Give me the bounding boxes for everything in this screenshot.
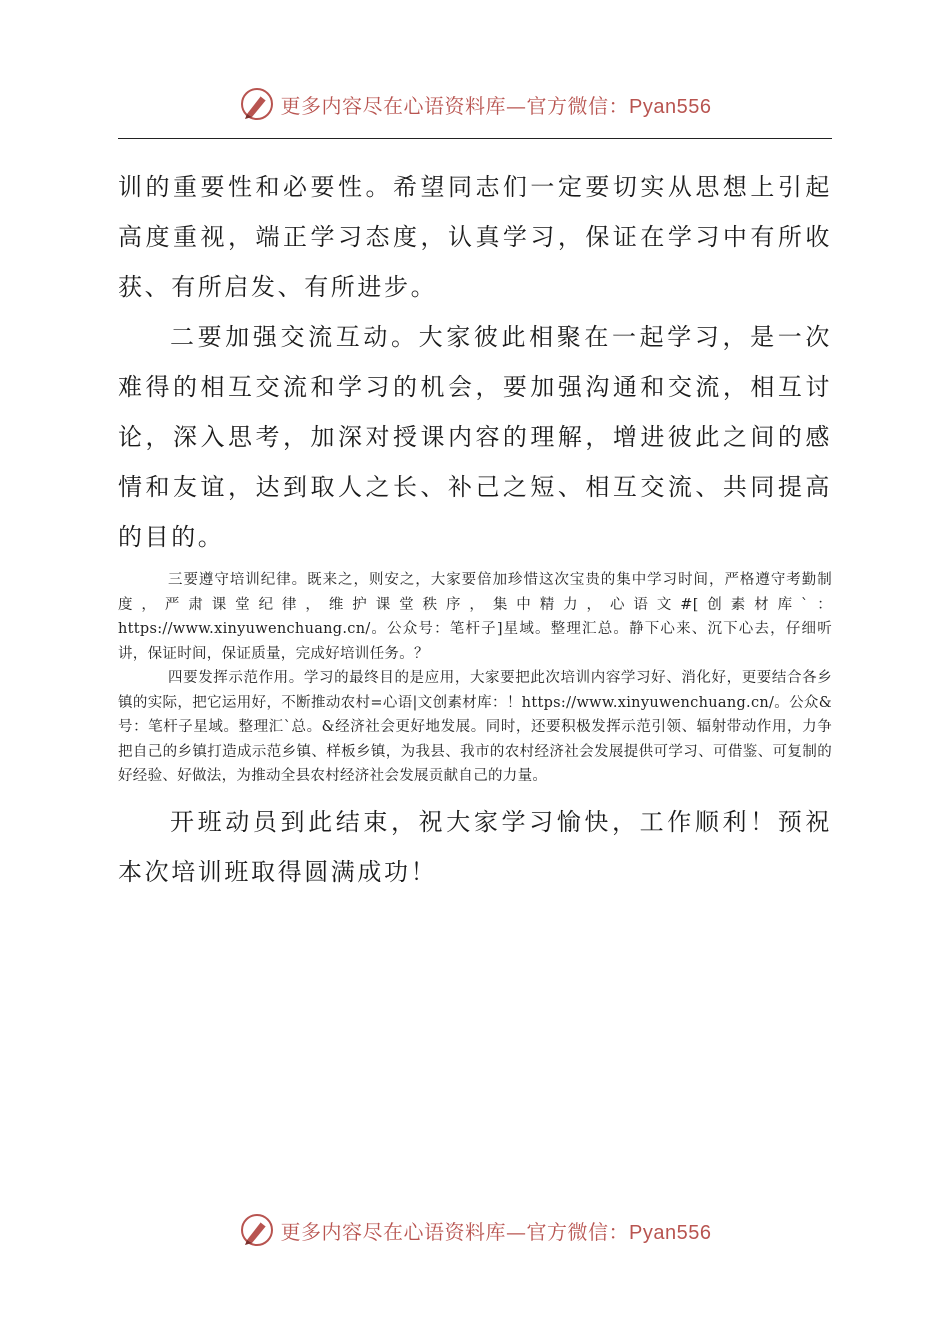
paragraph-closing: 开班动员到此结束，祝大家学习愉快，工作顺利！预祝本次培训班取得圆满成功！ — [118, 807, 832, 886]
header-divider — [118, 138, 832, 139]
brand-handle: Pyan556 — [629, 1221, 712, 1244]
pen-logo-icon — [239, 1212, 275, 1248]
brand-handle: Pyan556 — [629, 95, 712, 118]
brand-text: 更多内容尽在心语资料库—官方微信：Pyan556 — [280, 1219, 712, 1244]
paragraph-discipline: 三要遵守培训纪律。既来之，则安之，大家要倍加珍惜这次宝贵的集中学习时间，严格遵守考勤制度，严肃课堂纪律，维护课堂秩序，集中精力，心语文#[创素材库`：https://www.xinyuwenchuang.cn/。公众号：笔杆子]星域。整理汇总。静下心来、沉下心去，仔细听讲，保证时间，保证质量，完成好培训任务。？ — [118, 572, 832, 662]
document-body — [118, 162, 832, 897]
brand-text: 更多内容尽在心语资料库—官方微信：Pyan556 — [280, 93, 712, 118]
pen-logo-icon — [239, 86, 275, 122]
paragraph-continuation: 训的重要性和必要性。希望同志们一定要切实从思想上引起高度重视，端正学习态度，认真学习，保证在学习中有所收获、有所启发、有所进步。 — [118, 173, 832, 301]
paragraph-exchange: 二要加强交流互动。大家彼此相聚在一起学习，是一次难得的相互交流和学习的机会，要加强沟通和交流，相互讨论，深入思考，加深对授课内容的理解，增进彼此之间的感情和友谊，达到取人之长、补己之短、相互交流、共同提高的目的。 — [118, 323, 832, 551]
header-watermark — [0, 82, 950, 126]
footer-watermark — [0, 1208, 950, 1252]
paragraph-demonstration: 四要发挥示范作用。学习的最终目的是应用，大家要把此次培训内容学习好、消化好，更要结合各乡镇的实际，把它运用好，不断推动农村=心语|文创素材库：！https://www.xinyuwenchuang.cn/。公众&号：笔杆子星域。整理汇`总。&经济社会更好地发展。同时，还要积极发挥示范引领、辐射带动作用，力争把自己的乡镇打造成示范乡镇、样板乡镇，为我县、我市的农村经济社会发展提供可学习、可借鉴、可复制的好经验、好做法，为推动全县农村经济社会发展贡献自己的力量。 — [118, 670, 832, 784]
